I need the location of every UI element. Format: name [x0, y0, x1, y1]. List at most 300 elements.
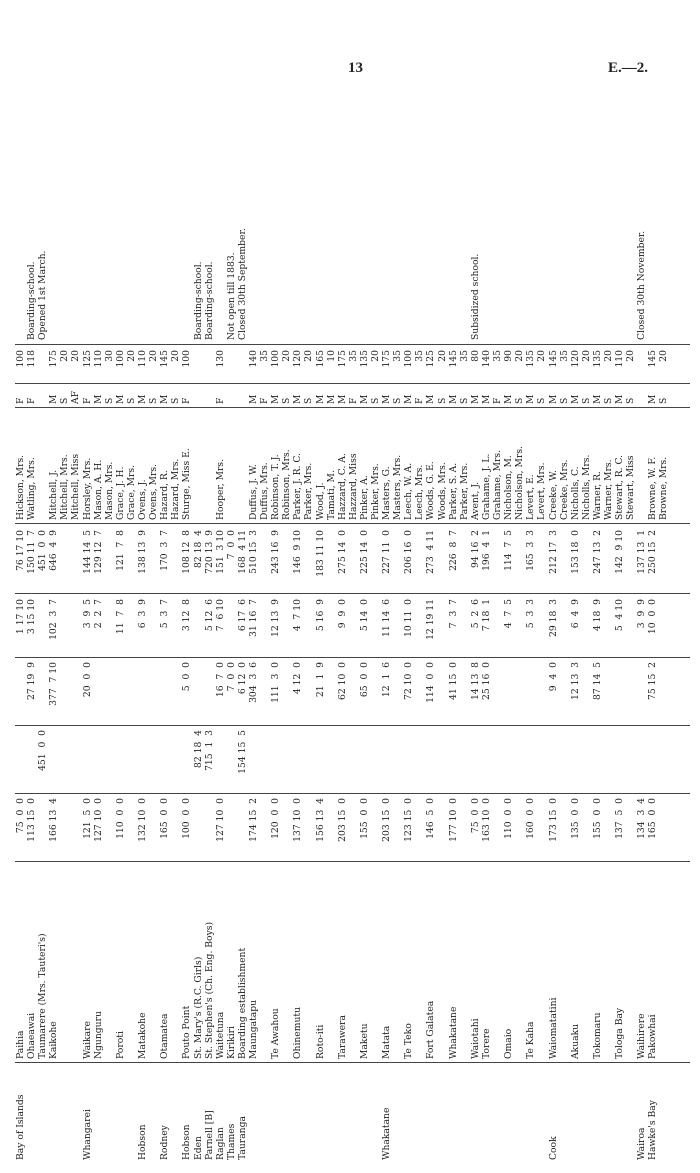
cell-pupils: 10: [325, 350, 337, 362]
cell-teachers: [15, 730, 26, 790]
cell-school: [514, 869, 525, 1059]
cell-teachers: [658, 730, 669, 790]
cell-pupils: 35: [414, 350, 426, 362]
cell-total: 129 12 7: [92, 530, 104, 574]
cell-total: 7 0 0: [225, 530, 237, 560]
cell-teachers: [514, 730, 525, 790]
cell-cost: 4 18 9: [591, 599, 603, 632]
cell-school: Boarding establishment: [236, 947, 248, 1059]
cell-lodging: 100 0 0: [181, 798, 193, 839]
cell-total: 82 18 4: [192, 530, 204, 568]
cell-total: 153 18 0: [569, 530, 581, 574]
cell-lodging: 156 13 4: [314, 798, 326, 842]
cell-sex: M: [525, 394, 537, 404]
cell-district: Whangarei: [81, 1109, 93, 1160]
cell-remark: [82, 160, 93, 340]
cell-total: [104, 530, 115, 590]
cell-teacher: Horsley, Mrs.: [81, 457, 93, 520]
cell-cost: 9 9 0: [336, 599, 348, 629]
cell-pupils: [193, 350, 204, 380]
cell-cost: 3 9 5: [81, 599, 93, 629]
cell-pupils: 20: [370, 350, 381, 362]
cell-teachers: [26, 730, 37, 790]
cell-teachers: [326, 730, 337, 790]
cell-total: [625, 530, 636, 590]
cell-cost: 7 18 1: [480, 599, 492, 632]
cell-other: [326, 662, 337, 722]
cell-total: [559, 530, 570, 590]
cell-teachers: [614, 730, 625, 790]
cell-sex: [37, 386, 48, 404]
cell-district: [403, 1065, 414, 1160]
cell-teacher: [237, 410, 248, 520]
cell-district: [348, 1065, 359, 1160]
cell-lodging: 160 0 0: [525, 798, 537, 839]
cell-cost: [59, 599, 70, 654]
cell-cost: 1 17 10: [15, 599, 26, 635]
cell-other: [281, 662, 292, 722]
cell-district: [326, 1065, 337, 1160]
cell-teachers: [603, 730, 614, 790]
cell-school: [348, 869, 359, 1059]
cell-teachers: [370, 730, 381, 790]
cell-teacher: Sturge, Miss E.: [181, 448, 193, 520]
document-code: E.—2.: [608, 60, 649, 76]
cell-other: 6 12 0: [236, 662, 248, 695]
cell-other: [525, 662, 536, 722]
cell-lodging: 203 15 0: [381, 798, 393, 842]
cell-district: Thames: [225, 1123, 237, 1160]
cell-sex: [204, 386, 215, 404]
cell-cost: [581, 599, 592, 654]
cell-total: [492, 530, 503, 590]
cell-teachers: [93, 730, 104, 790]
cell-other: [115, 662, 126, 722]
cell-school: Maungatapu: [247, 999, 259, 1059]
cell-teachers: [337, 730, 348, 790]
cell-remark: [425, 160, 436, 340]
cell-total: [392, 530, 403, 590]
cell-total: 243 16 9: [270, 530, 282, 574]
cell-teacher: Parker, S. A.: [447, 462, 459, 520]
cell-cost: 6 3 9: [137, 599, 149, 629]
cell-teachers: [503, 730, 514, 790]
cell-remark: [392, 160, 403, 340]
cell-teacher: Ovens, Mrs.: [148, 463, 160, 520]
cell-other: 12 1 6: [381, 662, 393, 698]
cell-remark: [625, 160, 636, 340]
cell-cost: [392, 599, 403, 654]
cell-remark: [359, 160, 370, 340]
cell-lodging: 110 0 0: [114, 798, 126, 839]
cell-school: Waikare: [81, 1021, 93, 1059]
cell-teacher: [226, 410, 237, 520]
cell-sex: M: [137, 394, 149, 404]
cell-sex: F: [81, 397, 93, 404]
cell-school: Taumarere (Mrs. Tauteri's): [37, 933, 49, 1059]
cell-teacher: Robinson, Mrs.: [281, 449, 293, 520]
cell-district: Hobson: [137, 1124, 149, 1160]
cell-remark: [592, 160, 603, 340]
cell-teachers: [448, 730, 459, 790]
cell-pupils: 20: [148, 350, 160, 362]
cell-teacher: Levert, E.: [525, 474, 537, 520]
cell-pupils: 175: [336, 350, 348, 368]
cell-remark: [159, 160, 170, 340]
cell-pupils: 20: [536, 350, 548, 362]
cell-remark: [15, 160, 26, 340]
cell-other: [148, 662, 159, 722]
cell-other: 65 0 0: [358, 662, 370, 698]
cell-school: Torere: [480, 1028, 492, 1059]
cell-district: [126, 1065, 137, 1160]
cell-teachers: [470, 730, 481, 790]
cell-district: [425, 1065, 436, 1160]
cell-teacher: Grahame, J. L.: [480, 453, 492, 520]
cell-district: [281, 1065, 292, 1160]
cell-teachers: [226, 730, 237, 790]
cell-teachers: [270, 730, 281, 790]
cell-lodging: 110 0 0: [503, 798, 515, 839]
cell-other: 21 1 9: [314, 662, 326, 698]
cell-total: 137 13 1: [636, 530, 648, 574]
cell-pupils: 100: [15, 350, 26, 368]
cell-remark: [93, 160, 104, 340]
cell-district: Cook: [547, 1136, 559, 1160]
cell-sex: F: [414, 397, 426, 404]
cell-school: [104, 869, 115, 1059]
cell-teachers: [392, 730, 403, 790]
cell-pupils: [204, 350, 215, 380]
cell-other: [437, 662, 448, 722]
cell-cost: [414, 599, 425, 654]
cell-teachers: [592, 730, 603, 790]
cell-other: [625, 662, 636, 722]
cell-district: [359, 1065, 370, 1160]
cell-teacher: [37, 410, 48, 520]
cell-school: [392, 869, 403, 1059]
cell-teachers: [126, 730, 137, 790]
cell-district: [270, 1065, 281, 1160]
cell-total: 165 3 3: [525, 530, 537, 571]
cell-remark: Boarding-school.: [192, 261, 204, 340]
cell-total: 250 15 2: [647, 530, 659, 574]
cell-lodging: [59, 798, 70, 858]
cell-total: [259, 530, 270, 590]
cell-district: [437, 1065, 448, 1160]
cell-total: [658, 530, 669, 590]
cell-cost: 5 3 7: [159, 599, 171, 629]
cell-lodging: [437, 798, 448, 858]
cell-sex: M: [270, 394, 282, 404]
col-remark: [15, 160, 690, 340]
cell-lodging: [348, 798, 359, 858]
cell-teacher: Pinker, Mrs.: [370, 463, 381, 520]
cell-remark: [270, 160, 281, 340]
cell-district: [592, 1065, 603, 1160]
cell-school: Tarawera: [336, 1015, 348, 1059]
cell-cost: [348, 599, 359, 654]
cell-school: [658, 869, 669, 1059]
cell-total: [281, 530, 292, 590]
cell-remark: [181, 160, 192, 340]
cell-remark: [658, 160, 669, 340]
cell-district: Tauranga: [236, 1116, 248, 1160]
cell-pupils: 135: [525, 350, 537, 368]
cell-total: 275 14 0: [336, 530, 348, 574]
cell-teachers: [82, 730, 93, 790]
cell-remark: Subsidized school.: [469, 253, 481, 340]
cell-district: [503, 1065, 514, 1160]
cell-school: Tologa Bay: [614, 1007, 626, 1059]
cell-other: 5 0 0: [181, 662, 193, 692]
cell-teachers: [525, 730, 536, 790]
cell-sex: M: [569, 394, 581, 404]
cell-school: St. Stephen's (Ch. Eng. Boys): [203, 921, 215, 1059]
cell-remark: [403, 160, 414, 340]
cell-pupils: 145: [159, 350, 171, 368]
cell-pupils: 175: [48, 350, 60, 368]
cell-other: 304 3 6: [247, 662, 259, 703]
cell-sex: S: [392, 397, 404, 404]
cell-total: 151 3 10: [214, 530, 226, 574]
cell-other: 41 15 0: [447, 662, 459, 700]
cell-sex: M: [247, 394, 259, 404]
cell-school: [70, 869, 81, 1059]
cell-other: 12 13 3: [569, 662, 581, 700]
cell-other: 20 0 0: [81, 662, 93, 698]
cell-teachers: [70, 730, 81, 790]
cell-sex: M: [314, 394, 326, 404]
cell-lodging: 137 10 0: [292, 798, 304, 842]
cell-lodging: 173 15 0: [547, 798, 559, 842]
cell-school: Ngunguru: [92, 1011, 104, 1059]
cell-district: [581, 1065, 592, 1160]
cell-cost: [281, 599, 292, 654]
cell-district: Whakatane: [381, 1107, 393, 1160]
cell-district: [536, 1065, 547, 1160]
cell-district: [559, 1065, 570, 1160]
cell-school: [414, 869, 425, 1059]
cell-teacher: Duffus, Mrs.: [259, 462, 271, 520]
cell-teachers: [348, 730, 359, 790]
cell-total: 150 11 7: [26, 530, 38, 574]
cell-lodging: 137 5 0: [614, 798, 626, 839]
cell-other: [536, 662, 547, 722]
cell-pupils: 20: [625, 350, 637, 362]
cell-pupils: 120: [569, 350, 581, 368]
cell-cost: 6 17 6: [236, 599, 248, 632]
cell-lodging: [104, 798, 115, 858]
cell-school: [559, 869, 570, 1059]
cell-total: 170 3 7: [159, 530, 171, 571]
cell-district: [104, 1065, 115, 1160]
cell-remark: [303, 160, 314, 340]
cell-teacher: Avent, J.: [469, 481, 481, 520]
cell-other: [348, 662, 359, 722]
cell-school: Kaikohe: [48, 1021, 60, 1059]
cell-teacher: Mitchell, J.: [48, 469, 60, 520]
cell-other: 87 14 5: [591, 662, 603, 700]
cell-teachers: [570, 730, 581, 790]
cell-cost: 5 4 10: [614, 599, 626, 632]
cell-total: 142 9 10: [614, 530, 626, 574]
cell-other: [459, 662, 470, 722]
cell-pupils: 130: [214, 350, 226, 368]
cell-other: 14 13 8: [469, 662, 481, 700]
cell-cost: [536, 599, 547, 654]
cell-other: 4 12 0: [292, 662, 304, 695]
cell-sex: M: [92, 394, 104, 404]
cell-district: [59, 1065, 70, 1160]
cell-cost: [148, 599, 159, 654]
cell-remark: [536, 160, 547, 340]
cell-teacher: Nicholson, M.: [503, 455, 515, 520]
cell-total: 114 7 5: [503, 530, 515, 571]
cell-sex: M: [469, 394, 481, 404]
cell-pupils: 20: [70, 350, 82, 362]
cell-teacher: Masters, G.: [381, 466, 393, 520]
cell-cost: [459, 599, 470, 654]
cell-cost: 7 3 7: [447, 599, 459, 629]
cell-lodging: [193, 798, 204, 858]
cell-pupils: [636, 350, 647, 380]
cell-total: [581, 530, 592, 590]
cell-other: [259, 662, 270, 722]
cell-remark: [104, 160, 115, 340]
cell-other: [370, 662, 381, 722]
cell-district: [514, 1065, 525, 1160]
cell-lodging: 146 5 0: [425, 798, 437, 839]
cell-teacher: Pinker, A.: [358, 475, 370, 520]
cell-other: [137, 662, 148, 722]
cell-school: [437, 869, 448, 1059]
cell-teachers: 451 0 0: [37, 730, 49, 771]
cell-cost: 5 12 6: [203, 599, 215, 632]
cell-total: [170, 530, 181, 590]
cell-district: Bay of Islands: [15, 1094, 26, 1160]
cell-school: Roto-iti: [314, 1024, 326, 1059]
cell-sex: M: [159, 394, 171, 404]
cell-pupils: 140: [480, 350, 492, 368]
cell-pupils: 100: [114, 350, 126, 368]
cell-teacher: Mason, Mrs.: [103, 461, 115, 520]
cell-total: [126, 530, 137, 590]
cell-sex: F: [15, 397, 26, 404]
cell-pupils: 35: [392, 350, 404, 362]
cell-pupils: [237, 350, 248, 380]
cell-teachers: [459, 730, 470, 790]
cell-district: Eden: [192, 1136, 204, 1160]
cell-school: Pouto Point: [181, 1005, 193, 1059]
cell-cost: 5 3 3: [525, 599, 537, 629]
cell-total: 227 11 0: [381, 530, 393, 574]
cell-other: [37, 662, 48, 722]
cell-total: 720 13 9: [203, 530, 215, 574]
cell-sex: F: [26, 397, 38, 404]
cell-remark: [115, 160, 126, 340]
cell-teachers: [170, 730, 181, 790]
cell-sex: M: [358, 394, 370, 404]
cell-teacher: [204, 410, 215, 520]
cell-sex: M: [325, 394, 337, 404]
cell-school: [59, 869, 70, 1059]
cell-remark: Closed 30th September.: [236, 228, 248, 340]
cell-school: [281, 869, 292, 1059]
cell-teachers: [59, 730, 70, 790]
cell-remark: [481, 160, 492, 340]
cell-teacher: Mitchell, Mrs.: [59, 454, 71, 520]
cell-sex: S: [148, 397, 160, 404]
cell-teachers: [259, 730, 270, 790]
cell-teachers: [403, 730, 414, 790]
cell-cost: 11 14 6: [381, 599, 393, 637]
cell-lodging: [126, 798, 137, 858]
cell-cost: 11 7 8: [114, 599, 126, 635]
cell-teacher: Woods, G. E.: [425, 461, 437, 520]
cell-lodging: [625, 798, 636, 858]
cell-sex: S: [125, 397, 137, 404]
cell-other: [159, 662, 170, 722]
cell-school: Paihia: [15, 1030, 26, 1059]
cell-teacher: Warner, Mrs.: [602, 459, 614, 520]
cell-remark: [603, 160, 614, 340]
cell-teacher: Leech, W. A.: [403, 462, 415, 520]
cell-school: Waitetuna: [214, 1011, 226, 1059]
cell-teacher: Masters, Mrs.: [392, 454, 404, 520]
cell-district: Raglan: [214, 1127, 226, 1160]
cell-other: 114 0 0: [425, 662, 437, 703]
cell-lodging: 166 13 4: [48, 798, 60, 842]
cell-sex: S: [303, 397, 315, 404]
cell-teacher: Hazard, Mrs.: [170, 458, 182, 520]
cell-other: [70, 662, 81, 722]
cell-sex: S: [370, 397, 381, 404]
cell-sex: M: [591, 394, 603, 404]
cell-other: [614, 662, 625, 722]
cell-lodging: 120 0 0: [270, 798, 282, 839]
cell-lodging: 113 15 0: [26, 798, 38, 842]
cell-lodging: 174 15 2: [247, 798, 259, 842]
cell-remark: [503, 160, 514, 340]
cell-other: 72 10 0: [403, 662, 415, 700]
cell-total: [437, 530, 448, 590]
cell-pupils: [226, 350, 237, 380]
cell-teacher: Mitchell, Miss: [70, 453, 82, 520]
cell-other: 111 3 0: [270, 662, 282, 703]
cell-teachers: [359, 730, 370, 790]
cell-cost: [193, 599, 204, 654]
cell-teacher: Stewart, Miss: [625, 455, 637, 520]
cell-remark: [459, 160, 470, 340]
cell-sex: S: [602, 397, 614, 404]
cell-school: Maketu: [358, 1023, 370, 1059]
cell-total: 646 4 9: [48, 530, 60, 571]
cell-cost: [170, 599, 181, 654]
cell-school: Ohinemutu: [292, 1007, 304, 1059]
cell-pupils: 20: [580, 350, 592, 362]
cell-total: 108 12 8: [181, 530, 193, 574]
cell-district: [148, 1065, 159, 1160]
cell-school: [370, 869, 381, 1059]
cell-teacher: Hazzard, C. A.: [336, 453, 348, 520]
cell-other: [603, 662, 614, 722]
cell-other: 9 4 0: [547, 662, 559, 692]
cell-teacher: Nicholson, Mrs.: [514, 446, 526, 520]
cell-total: [70, 530, 81, 590]
cell-teacher: Duffus, J. W.: [247, 464, 259, 520]
cell-total: [514, 530, 525, 590]
